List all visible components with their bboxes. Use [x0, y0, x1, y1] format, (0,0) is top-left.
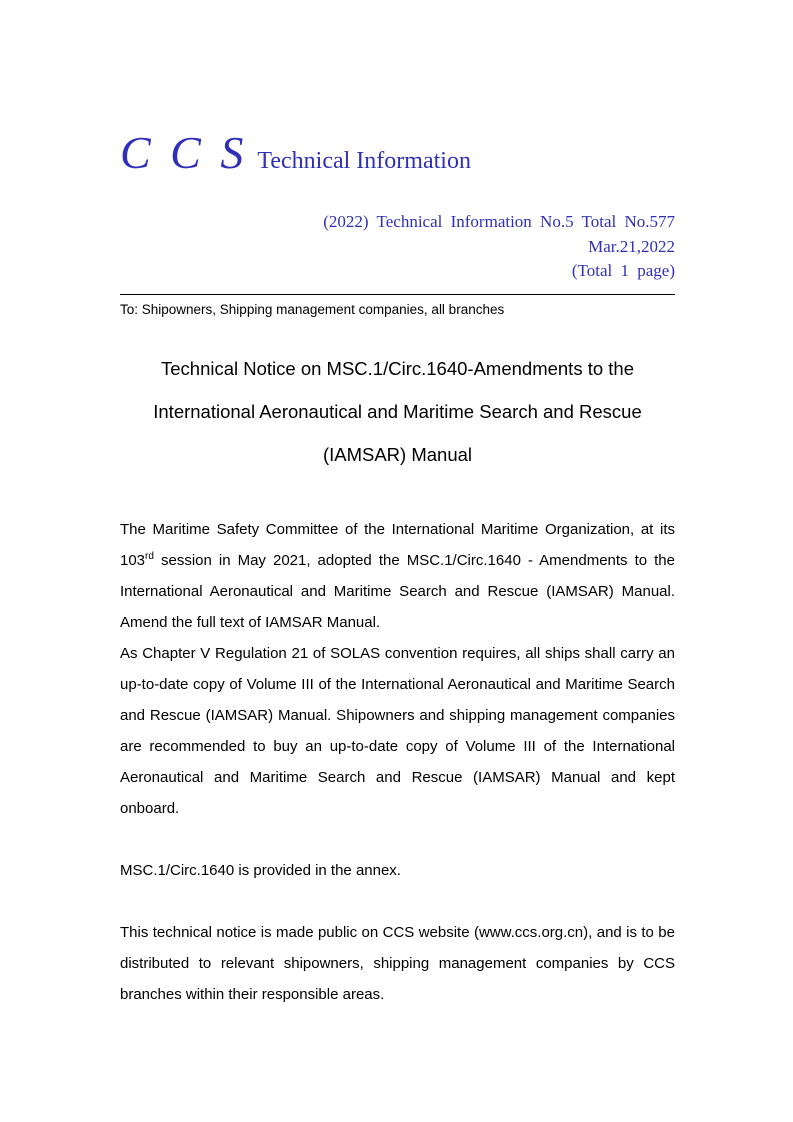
notice-title-line-1: Technical Notice on MSC.1/Circ.1640-Amendments to the: [161, 357, 634, 379]
notice-title-line-2: International Aeronautical and Maritime Search and Rescue: [153, 400, 642, 422]
issue-info-line-date: Mar.21,2022: [588, 236, 675, 256]
document-header: [120, 127, 675, 178]
issue-info-block: [120, 210, 675, 284]
notice-title: [120, 347, 675, 476]
body-text: [120, 514, 675, 1010]
notice-title-line-3: (IAMSAR) Manual: [322, 443, 473, 465]
ordinal-superscript: rd: [145, 550, 154, 562]
paragraph-distribution-note: This technical notice is made public on CCS website (www.ccs.org.cn), and is to be distributed to relevant shipowners, shipping management companies by CCS branches within their responsible areas.: [120, 923, 675, 1003]
paragraph-adoption: [120, 514, 675, 638]
paragraph-adoption-end: session in May 2021, adopted the MSC.1/Circ.1640 - Amendments to the International Aeronautical and Maritime Search and Rescue (IAMSAR) Manual. Amend the full text of IAMSAR Manual.: [120, 551, 675, 631]
issue-info-line-pages: (Total 1 page): [571, 261, 675, 281]
paragraph-adoption-start: The Maritime Safety Committee of the International Maritime Organization, at its 103: [120, 520, 675, 569]
recipient-line: To: Shipowners, Shipping management companies, all branches: [120, 301, 505, 317]
issue-info-line-number: (2022) Technical Information No.5 Total No.577: [323, 212, 675, 231]
paragraph-solas-requirement: As Chapter V Regulation 21 of SOLAS convention requires, all ships shall carry an up-to-date copy of Volume III of the International Aeronautical and Maritime Search and Rescue (IAMSAR) Manual. Shipowners and shipping management companies are recommended to buy an up-to-date copy of Volume III of the International Aeronautical and Maritime Search and Rescue (IAMSAR) Manual and kept onboard.: [120, 644, 675, 817]
document-type-title: Technical Information: [257, 148, 471, 174]
ccs-logo: C C S: [120, 127, 248, 178]
paragraph-annex-note: MSC.1/Circ.1640 is provided in the annex.: [120, 861, 401, 879]
header-divider: [120, 294, 675, 295]
